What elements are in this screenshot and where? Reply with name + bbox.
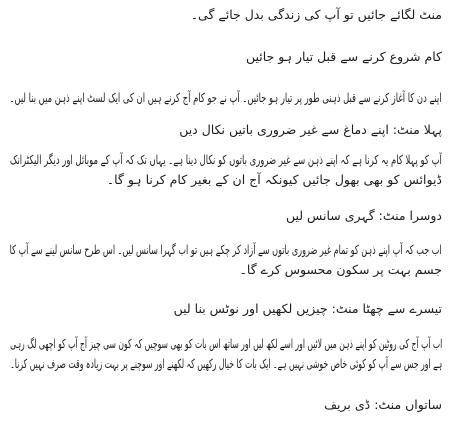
section-heading — [10, 206, 442, 226]
section-heading-text: پہلا منٹ: اپنے دماغ سے غیر ضروری باتیں نکال دیں — [179, 122, 442, 137]
paragraph-line — [10, 354, 442, 374]
paragraph-text: ہے اور جس سے آپ کو کوئی خاص خوشی نہیں ہے۔ ایک بات کا خیال رکھیں کہ لکھنے اور سوچنے پر بہت زیادہ وقت صرف نہیں کرنا۔ — [10, 356, 442, 371]
paragraph-line — [10, 170, 442, 190]
paragraph-text: آپ کو پہلا کام یہ کرنا ہے کہ اپنے ذہن سے غیر ضروری باتوں کو نکال دینا ہے۔ یہاں تک کہ آپ کے موبائل اور دیگر الیکٹرانک — [10, 152, 442, 167]
section-heading — [10, 299, 442, 319]
intro-text: منٹ لگائے جائیں تو آپ کی زندگی بدل جائے گی۔ — [190, 7, 442, 22]
paragraph-line — [10, 334, 442, 354]
paragraph-line — [10, 150, 442, 170]
section-heading-text: تیسرے سے چھٹا منٹ: چیزیں لکھیں اور نوٹس بنا لیں — [173, 301, 442, 316]
paragraph-text: جسم بہت پر سکون محسوس کرے گا۔ — [239, 262, 442, 277]
intro-line — [10, 5, 442, 25]
section-heading-text: دوسرا منٹ: گہری سانس لیں — [285, 208, 442, 223]
paragraph-text: اب جب کہ آپ اپنے ذہن کو تمام غیر ضروری باتوں سے آزاد کر چکے ہیں تو اب گہرا سانس لیں۔ اس طرح سانس لینے سے آپ کا — [10, 242, 442, 257]
section-heading-text: کام شروع کرنے سے قبل تیار ہو جائیں — [245, 49, 442, 64]
section-heading — [10, 120, 442, 140]
paragraph-line — [10, 240, 442, 260]
section-heading — [10, 395, 442, 415]
paragraph-text: ڈیوائس کو بھی بھول جائیں کیونکہ آج ان کے بغیر کام کرنا ہو گا۔ — [106, 172, 442, 187]
section-heading-text: ساتواں منٹ: ڈی بریف — [324, 397, 442, 412]
section-heading — [10, 47, 442, 67]
paragraph-text: اپنے دن کا آغاز کرنے سے قبل ذہنی طور پر تیار ہو جائیں۔ آپ نے جو کام آج کرنے ہیں ان کی ایک لسٹ اپنے ذہن میں بنا لیں۔ — [10, 90, 442, 105]
paragraph-text: اب آپ آج کی روٹین کو اپنے ذہن میں لائیں اور اسے لکھ لیں اور ساتھ اس بات کو بھی سوچیں کہ کون سی چیز آج آپ کو اچھی لگ رہی — [10, 336, 442, 351]
paragraph-line — [10, 260, 442, 280]
paragraph-line — [10, 88, 442, 108]
